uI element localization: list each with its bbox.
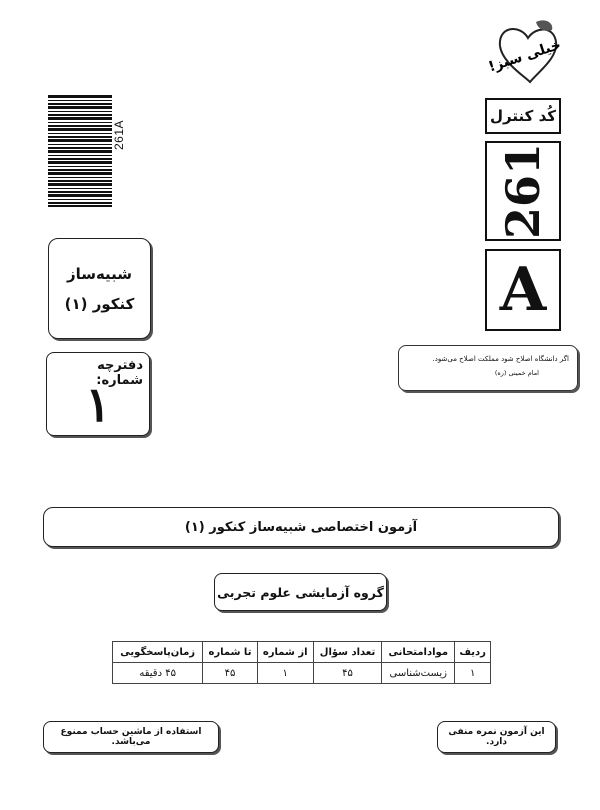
negative-score-note: این آزمون نمره منفی دارد.: [437, 721, 556, 753]
control-code-letter: A: [485, 249, 561, 331]
simulator-line1: شبیه‌ساز: [66, 264, 133, 283]
khili-sabz-logo: [480, 18, 565, 88]
table-cell: ۱: [455, 663, 491, 684]
simulator-box: [48, 238, 151, 339]
table-cell: ۴۵ دقیقه: [113, 663, 203, 684]
table-cell: زیست‌شناسی: [382, 663, 455, 684]
exam-subjects-table: [112, 641, 491, 684]
table-cell: ۴۵: [313, 663, 381, 684]
table-header-row: [113, 642, 491, 663]
table-cell: ۴۵: [203, 663, 257, 684]
calculator-note: استفاده از ماشین حساب ممنوع می‌باشد.: [43, 721, 219, 753]
logo-text: خیلی سبز!: [486, 36, 563, 76]
table-header-cell: ردیف: [455, 642, 491, 663]
table-header-cell: تعداد سؤال: [313, 642, 381, 663]
barcode-text: 261A: [112, 119, 126, 150]
exam-title: آزمون اختصاصی شبیه‌ساز کنکور (۱): [43, 507, 559, 547]
simulator-line2: کنکور (۱): [64, 294, 135, 313]
quote-text: اگر دانشگاه اصلاح شود مملکت اصلاح می‌شود.: [432, 355, 569, 363]
booklet-number: ۱: [85, 377, 111, 433]
quote-author: امام خمینی (ره): [494, 369, 539, 377]
table-row: [113, 663, 491, 684]
booklet-box: [46, 352, 150, 436]
heart-leaf-icon: [480, 18, 565, 88]
table-header-cell: تا شماره: [203, 642, 257, 663]
control-code-number-text: 261: [496, 142, 550, 240]
table-header-cell: از شماره: [257, 642, 313, 663]
exam-group: گروه آزمایشی علوم تجربی: [214, 573, 387, 611]
table-cell: ۱: [257, 663, 313, 684]
table-header-cell: زمان‌پاسخگویی: [113, 642, 203, 663]
quote-box: [398, 345, 578, 391]
control-code-label: کُد کنترل: [485, 98, 561, 134]
booklet-label: دفترچه شماره:: [96, 358, 143, 388]
control-code-number: [485, 141, 561, 241]
barcode: [48, 95, 112, 207]
table-header-cell: موادامتحانی: [382, 642, 455, 663]
